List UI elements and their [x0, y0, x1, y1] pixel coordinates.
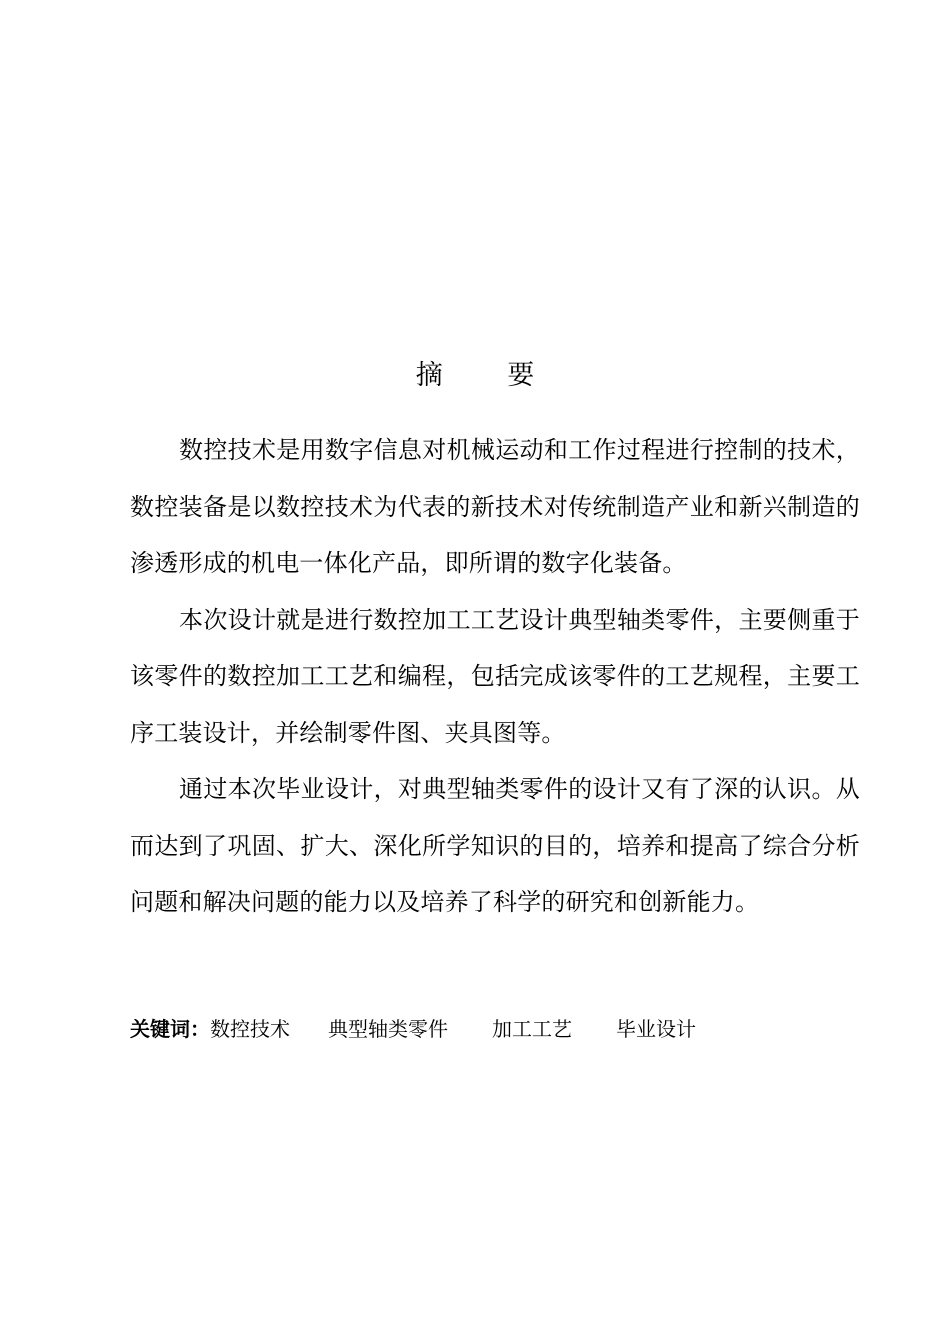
abstract-paragraph-1: 数控技术是用数字信息对机械运动和工作过程进行控制的技术，数控装备是以数控技术为代表的新技术对传统制造产业和新兴制造的渗透形成的机电一体化产品，即所谓的数字化装备。	[130, 436, 860, 577]
keyword-item: 毕业设计	[616, 1017, 696, 1041]
abstract-title: 摘 要	[415, 360, 563, 391]
keywords-line	[130, 1012, 696, 1046]
abstract-paragraph-3: 通过本次毕业设计，对典型轴类零件的设计又有了深的认识。从而达到了巩固、扩大、深化所学知识的目的，培养和提高了综合分析问题和解决问题的能力以及培养了科学的研究和创新能力。	[130, 775, 860, 916]
keyword-item: 典型轴类零件	[328, 1017, 448, 1041]
abstract-paragraph-2: 本次设计就是进行数控加工工艺设计典型轴类零件，主要侧重于该零件的数控加工工艺和编程，包括完成该零件的工艺规程，主要工序工装设计，并绘制零件图、夹具图等。	[130, 605, 860, 747]
keyword-item: 加工工艺	[492, 1017, 572, 1041]
keyword-item: 数控技术	[210, 1017, 290, 1041]
keywords-label: 关键词：	[130, 1017, 210, 1041]
abstract-body	[130, 422, 860, 931]
